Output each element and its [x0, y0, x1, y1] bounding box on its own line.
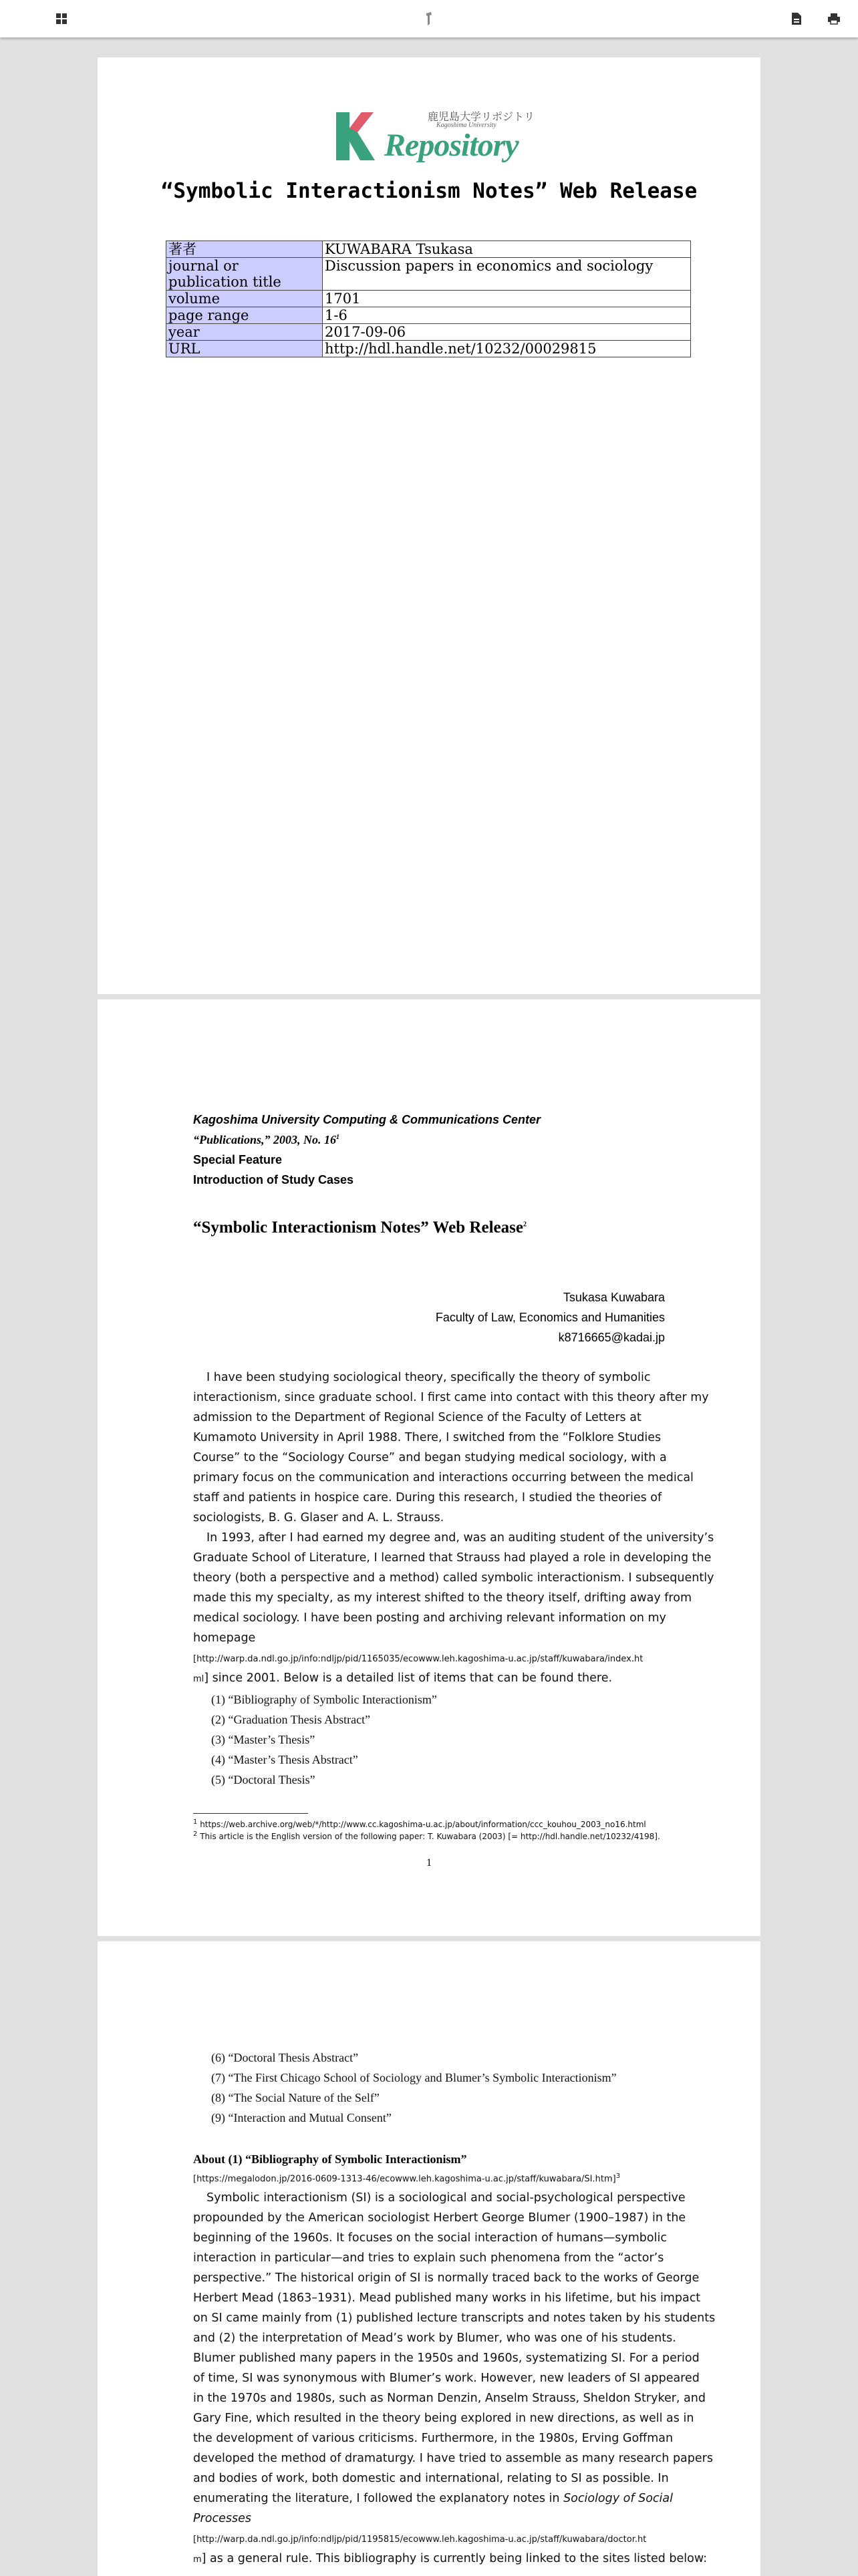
body-line: propounded by the American sociologist Herbert George Blumer (1900–1987) in the [193, 2211, 686, 2225]
metadata-url-link[interactable]: http://hdl.handle.net/10232/00029815 [323, 341, 691, 357]
author-affiliation: Faculty of Law, Economics and Humanities [435, 1311, 665, 1324]
body-line: on SI came mainly from (1) published lecture transcripts and notes taken by his students [193, 2311, 716, 2325]
metadata-key: 著者 [166, 241, 323, 258]
grid-icon[interactable] [53, 11, 69, 27]
header-study-cases: Introduction of Study Cases [193, 1173, 354, 1186]
metadata-key: page range [166, 307, 323, 324]
metadata-key: URL [166, 341, 323, 357]
body-line: sociologists, B. G. Glaser and A. L. Strauss. [193, 1511, 444, 1524]
doctor-url-link[interactable]: [http://warp.da.ndl.go.jp/info:ndljp/pid/1195815/ecowww.leh.kagoshima-u.ac.jp/staff/kuwabara/doctor.ht [193, 2535, 647, 2545]
body-line: ml] since 2001. Below is a detailed list of items that can be found there. [193, 1671, 613, 1685]
body-line: Symbolic interactionism (SI) is a sociological and social-psychological perspective [206, 2191, 686, 2205]
body-line: Kumamoto University in April 1988. There, I switched from the “Folklore Studies [193, 1431, 662, 1444]
footnote: $^2$ This article is the English version of the following paper: T. Kuwabara (2003) [= http://hdl.handle.net/10232/4198]. [193, 1830, 660, 1841]
repository-logo [331, 108, 535, 166]
list-item: (5) “Doctoral Thesis” [211, 1773, 315, 1786]
metadata-key: year [166, 324, 323, 341]
body-line: homepage [193, 1631, 256, 1645]
body-line: developed the method of dramaturgy. I have tried to assemble as many research papers [193, 2452, 713, 2465]
page-number: 1 [426, 1857, 432, 1869]
header-special-feature: Special Feature [193, 1153, 283, 1166]
logo-university-text: Kagoshima University [436, 122, 496, 129]
logo-japanese-text: 鹿児島大学リポジトリ [428, 112, 535, 123]
metadata-value: 2017-09-06 [323, 324, 691, 341]
metadata-key: journal or publication title [166, 258, 323, 291]
body-line: Herbert Mead (1863–1931). Mead published many works in his lifetime, but his impact [193, 2291, 701, 2305]
body-line: enumerating the literature, I followed the explanatory notes in Sociology of Social [193, 2492, 673, 2505]
list-item: (7) “The First Chicago School of Sociology and Blumer’s Symbolic Interactionism” [211, 2071, 617, 2084]
list-item: (3) “Master’s Thesis” [211, 1733, 315, 1746]
footnote-divider [193, 1813, 308, 1814]
metadata-row [166, 291, 691, 307]
body-line: staff and patients in hospice care. During this research, I studied the theories of [193, 1491, 662, 1504]
section-url-link[interactable]: [https://megalodon.jp/2016-0609-1313-46/ecowww.leh.kagoshima-u.ac.jp/staff/kuwabara/SI.htm]$^3$ [193, 2172, 621, 2185]
body-line: Processes [193, 2512, 251, 2525]
metadata-row [166, 324, 691, 341]
body-line: beginning of the 1960s. It focuses on the social interaction of humans—symbolic [193, 2231, 667, 2245]
body-line: Blumer published many papers in the 1950s and 1960s, systematizing SI. For a period [193, 2352, 700, 2365]
author-name: Tsukasa Kuwabara [563, 1291, 665, 1304]
body-line: I have been studying sociological theory, specifically the theory of symbolic [206, 1371, 651, 1384]
header-publication: “Publications,” 2003, No. $16^1$ [193, 1133, 340, 1146]
metadata-row [166, 307, 691, 324]
homepage-url-link[interactable]: [http://warp.da.ndl.go.jp/info:ndljp/pid/1165035/ecowww.leh.kagoshima-u.ac.jp/staff/kuwabara/index.ht [193, 1654, 644, 1664]
body-line: made this my specialty, as my interest shifted to the theory itself, drifting away from [193, 1591, 692, 1605]
list-item: (6) “Doctoral Thesis Abstract” [211, 2051, 359, 2064]
body-line: perspective.” The historical origin of SI is normally traced back to the works of George [193, 2271, 700, 2285]
body-line: m] as a general rule. This bibliography is currently being linked to the sites listed below: [193, 2552, 708, 2565]
logo-repository-word: Repository [384, 128, 519, 163]
body-line: admission to the Department of Regional Science of the Faculty of Letters at [193, 1411, 641, 1424]
metadata-row [166, 258, 691, 291]
author-email: k8716665@kadai.jp [558, 1331, 665, 1344]
metadata-value: Discussion papers in economics and sociology [323, 258, 691, 291]
metadata-row [166, 341, 691, 357]
print-icon[interactable] [826, 11, 842, 27]
page-title: “Symbolic Interactionism Notes” Web Release [160, 179, 698, 203]
body-line: and bodies of work, both domestic and international, relating to SI as possible. In [193, 2472, 669, 2485]
body-line: of time, SI was synonymous with Blumer’s work. However, new leaders of SI appeared [193, 2372, 700, 2385]
body-line: interaction in particular—and tries to explain such phenomena from the “actor’s [193, 2251, 664, 2265]
metadata-value: KUWABARA Tsukasa [323, 241, 691, 258]
viewer-toolbar [0, 0, 858, 37]
pdf-page-1 [98, 57, 760, 994]
pdf-page-3 [98, 1941, 760, 2576]
body-line: the development of various criticisms. Furthermore, in the 1980s, Erving Goffman [193, 2432, 674, 2445]
list-item: (2) “Graduation Thesis Abstract” [211, 1713, 371, 1726]
body-line: in the 1970s and 1980s, such as Norman Denzin, Anselm Strauss, Sheldon Stryker, and [193, 2392, 706, 2405]
body-line: primary focus on the communication and interactions occurring between the medical [193, 1471, 694, 1484]
body-line: interactionism, since graduate school. I first came into contact with this theory after my [193, 1391, 709, 1404]
body-line: medical sociology. I have been posting and archiving relevant information on my [193, 1611, 666, 1625]
list-item: (1) “Bibliography of Symbolic Interactionism” [211, 1693, 437, 1706]
pdf-page-2 [98, 999, 760, 1936]
article-title: “Symbolic Interactionism Notes” Web Release$^2$ [193, 1219, 527, 1237]
header-center-name: Kagoshima University Computing & Communications Center [193, 1113, 541, 1126]
metadata-key: volume [166, 291, 323, 307]
metadata-table [166, 240, 691, 357]
list-item: (8) “The Social Nature of the Self” [211, 2091, 380, 2104]
document-icon[interactable] [789, 11, 805, 27]
body-line: theory (both a perspective and a method) called symbolic interactionism. I subsequently [193, 1571, 714, 1585]
metadata-row [166, 241, 691, 258]
body-line: Graduate School of Literature, I learned that Strauss had played a role in developing the [193, 1551, 712, 1565]
list-item: (9) “Interaction and Mutual Consent” [211, 2111, 392, 2124]
body-line: In 1993, after I had earned my degree and, was an auditing student of the university’s [206, 1531, 714, 1545]
metadata-value: 1-6 [323, 307, 691, 324]
body-line: and (2) the interpretation of Mead’s work by Blumer, who was one of his students. [193, 2331, 676, 2345]
section-heading: About (1) “Bibliography of Symbolic Interactionism” [193, 2152, 467, 2166]
list-item: (4) “Master’s Thesis Abstract” [211, 1753, 358, 1766]
body-line: Gary Fine, which resulted in the theory being explored in new directions, as well as in [193, 2412, 694, 2425]
body-line: Course” to the “Sociology Course” and began studying medical sociology, with a [193, 1451, 667, 1464]
hand-tool-icon[interactable] [421, 11, 437, 27]
footnote: $^1$ https://web.archive.org/web/*/http://www.cc.kagoshima-u.ac.jp/about/information/ccc_kouhou_2003_no16.html [193, 1818, 646, 1829]
metadata-value: 1701 [323, 291, 691, 307]
